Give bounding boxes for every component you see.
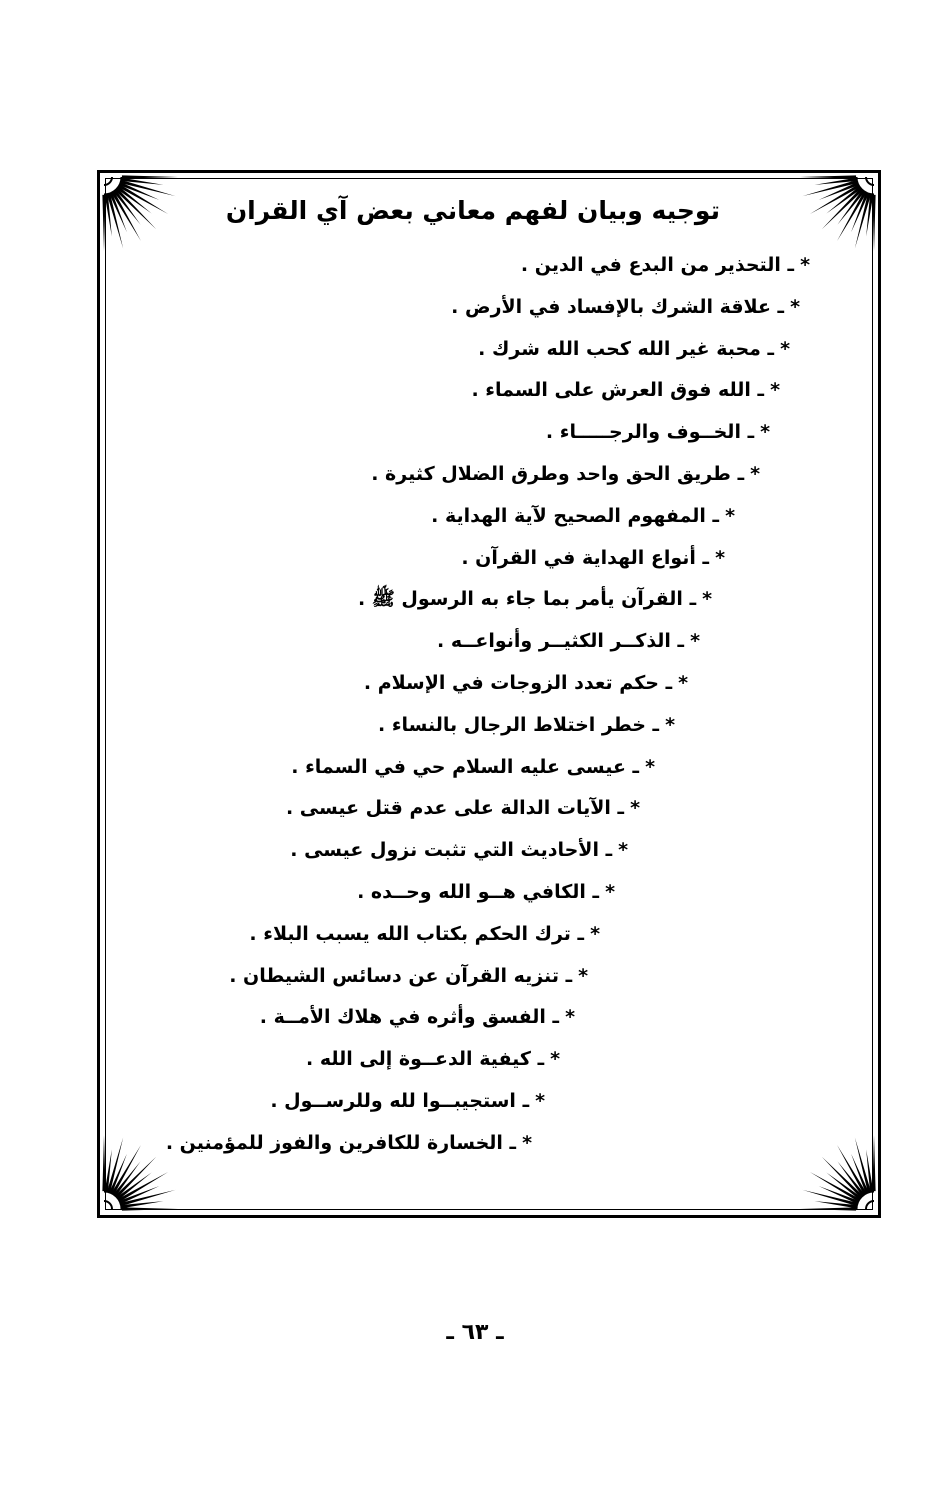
- list-item: [290, 837, 628, 863]
- bullet-star: *: [690, 630, 700, 653]
- list-item: [461, 545, 725, 571]
- list-item-text: ـ استجيبــوا لله وللرســول .: [270, 1090, 530, 1112]
- list-item-text: ـ كيفية الدعــوة إلى الله .: [306, 1048, 545, 1071]
- bullet-star: *: [618, 839, 628, 862]
- list-item-text: ـ عيسى عليه السلام حي في السماء .: [291, 755, 640, 778]
- list-item-text: ـ الكافي هــو الله وحــده .: [357, 881, 600, 903]
- list-item: [229, 963, 588, 989]
- list-item: [249, 921, 600, 947]
- list-item: [291, 754, 655, 780]
- bullet-star: *: [522, 1131, 532, 1154]
- bullet-star: *: [725, 504, 735, 527]
- bullet-star: *: [715, 546, 725, 569]
- bullet-star: *: [645, 755, 655, 778]
- list-item-text: ـ حكم تعدد الزوجات في الإسلام .: [363, 672, 673, 694]
- bullet-star: *: [630, 797, 640, 820]
- bullet-star: *: [578, 964, 588, 987]
- list-item-text: ـ القرآن يأمر بما جاء به الرسول ﷺ .: [358, 588, 697, 611]
- fan-ornament-icon: [798, 173, 878, 253]
- bullet-star: *: [702, 588, 712, 611]
- list-item: [471, 377, 780, 403]
- list-item-text: ـ خطر اختلاط الرجال بالنساء .: [378, 713, 660, 736]
- list-item: [371, 461, 760, 487]
- list-item-text: ـ ترك الحكم بكتاب الله يسبب البلاء .: [249, 922, 585, 945]
- list-item: [358, 586, 712, 612]
- fan-ornament-icon: [798, 1133, 878, 1213]
- bullet-star: *: [780, 337, 790, 360]
- list-item-text: ـ الخسارة للكافرين والفوز للمؤمنين .: [165, 1131, 517, 1154]
- page-number: ـ ٦٣ ـ: [446, 1320, 504, 1345]
- list-item: [546, 419, 770, 445]
- list-item-text: ـ الآيات الدالة على عدم قتل عيسى .: [285, 797, 625, 820]
- list-item: [166, 1130, 532, 1156]
- list-item: [364, 670, 688, 696]
- bullet-star: *: [605, 881, 615, 903]
- list-item-text: ـ تنزيه القرآن عن دسائس الشيطان .: [229, 964, 573, 987]
- bullet-star: *: [535, 1090, 545, 1112]
- list-item: [357, 879, 615, 905]
- list-item: [451, 294, 800, 320]
- list-item: [378, 712, 675, 738]
- bullet-star: *: [800, 254, 810, 276]
- bullet-star: *: [665, 713, 675, 736]
- list-item-text: ـ الله فوق العرش على السماء .: [471, 379, 765, 402]
- list-item: [260, 1004, 575, 1030]
- list-item: [521, 252, 810, 278]
- list-item: [431, 503, 735, 529]
- list-item-text: ـ محبة غير الله كحب الله شرك .: [478, 337, 775, 360]
- list-item-text: ـ الأحاديث التي تثبت نزول عيسى .: [290, 839, 613, 862]
- list-item-text: ـ الذكــر الكثيــر وأنواعــه .: [437, 630, 685, 653]
- list-item-text: ـ التحذير من البدع في الدين .: [520, 254, 795, 276]
- bullet-star: *: [678, 672, 688, 694]
- bullet-star: *: [750, 463, 760, 485]
- list-item-text: ـ الخــوف والرجـــــاء .: [545, 421, 755, 444]
- page-title: توجيه وبيان لفهم معاني بعض آي القران: [225, 196, 720, 225]
- list-item-text: ـ الفسق وأثره في هلاك الأمــة .: [259, 1006, 560, 1029]
- bullet-star: *: [550, 1048, 560, 1071]
- fan-ornament-icon: [100, 173, 180, 253]
- list-item: [270, 1088, 545, 1114]
- list-item-text: ـ المفهوم الصحيح لآية الهداية .: [431, 504, 720, 527]
- list-item-text: ـ علاقة الشرك بالإفساد في الأرض .: [451, 295, 785, 318]
- list-item: [437, 628, 700, 654]
- bullet-star: *: [760, 421, 770, 444]
- bullet-star: *: [590, 922, 600, 945]
- bullet-star: *: [565, 1006, 575, 1029]
- list-item-text: ـ أنواع الهداية في القرآن .: [461, 546, 710, 569]
- list-item: [478, 336, 790, 362]
- bullet-star: *: [790, 295, 800, 318]
- list-item-text: ـ طريق الحق واحد وطرق الضلال كثيرة .: [371, 463, 745, 485]
- list-item: [306, 1046, 560, 1072]
- list-item: [286, 795, 640, 821]
- bullet-star: *: [770, 379, 780, 402]
